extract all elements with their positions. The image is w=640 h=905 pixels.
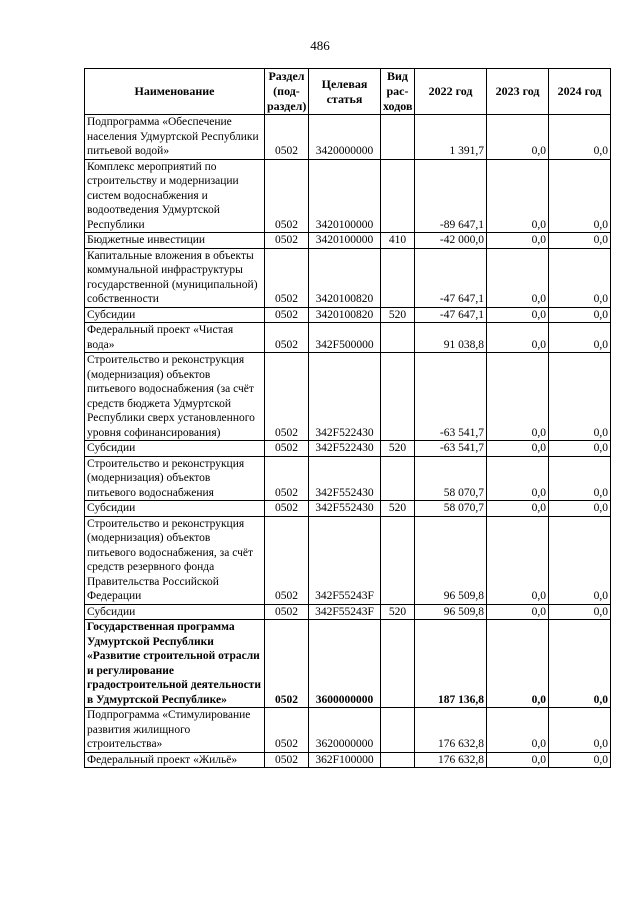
cell-name: Субсидии	[85, 604, 265, 620]
cell-expense	[381, 323, 415, 353]
cell-section: 0502	[265, 441, 309, 457]
table-row	[85, 248, 611, 307]
cell-section: 0502	[265, 752, 309, 768]
cell-2023: 0,0	[487, 501, 549, 517]
header-2024: 2024 год	[549, 69, 611, 115]
cell-expense: 520	[381, 307, 415, 323]
cell-expense	[381, 353, 415, 441]
cell-2022: -42 000,0	[415, 233, 487, 249]
cell-section: 0502	[265, 604, 309, 620]
table-header-row	[85, 69, 611, 115]
cell-2024: 0,0	[549, 708, 611, 753]
cell-expense: 520	[381, 441, 415, 457]
cell-article: 342F55243F	[309, 604, 381, 620]
cell-section: 0502	[265, 159, 309, 233]
table-row	[85, 233, 611, 249]
cell-article: 3420000000	[309, 115, 381, 160]
cell-name: Субсидии	[85, 501, 265, 517]
cell-article: 362F100000	[309, 752, 381, 768]
table-row	[85, 323, 611, 353]
cell-article: 3620000000	[309, 708, 381, 753]
cell-2024: 0,0	[549, 456, 611, 501]
table-row	[85, 516, 611, 604]
cell-name: Бюджетные инвестиции	[85, 233, 265, 249]
cell-section: 0502	[265, 620, 309, 708]
cell-name: Федеральный проект «Чистая вода»	[85, 323, 265, 353]
cell-2022: 187 136,8	[415, 620, 487, 708]
cell-expense	[381, 752, 415, 768]
cell-2024: 0,0	[549, 441, 611, 457]
cell-2023: 0,0	[487, 323, 549, 353]
cell-name: Подпрограмма «Обеспечение населения Удмуртской Республики питьевой водой»	[85, 115, 265, 160]
cell-section: 0502	[265, 248, 309, 307]
table-row	[85, 441, 611, 457]
table-row	[85, 307, 611, 323]
cell-2023: 0,0	[487, 441, 549, 457]
cell-section: 0502	[265, 233, 309, 249]
cell-2022: -47 647,1	[415, 248, 487, 307]
cell-2023: 0,0	[487, 516, 549, 604]
cell-2022: 176 632,8	[415, 708, 487, 753]
cell-section: 0502	[265, 456, 309, 501]
cell-2024: 0,0	[549, 248, 611, 307]
cell-2023: 0,0	[487, 307, 549, 323]
cell-article: 342F522430	[309, 353, 381, 441]
table-row	[85, 456, 611, 501]
cell-2022: -89 647,1	[415, 159, 487, 233]
cell-2024: 0,0	[549, 620, 611, 708]
cell-section: 0502	[265, 516, 309, 604]
cell-2022: 91 038,8	[415, 323, 487, 353]
cell-name: Субсидии	[85, 307, 265, 323]
cell-article: 3420100820	[309, 307, 381, 323]
cell-2024: 0,0	[549, 323, 611, 353]
cell-2022: 176 632,8	[415, 752, 487, 768]
cell-name: Субсидии	[85, 441, 265, 457]
cell-2023: 0,0	[487, 752, 549, 768]
cell-article: 3420100000	[309, 233, 381, 249]
cell-article: 342F552430	[309, 456, 381, 501]
cell-2022: -63 541,7	[415, 441, 487, 457]
cell-2024: 0,0	[549, 307, 611, 323]
cell-2024: 0,0	[549, 516, 611, 604]
cell-name: Комплекс мероприятий по строительству и модернизации систем водоснабжения и водоотведения Удмуртской Республики	[85, 159, 265, 233]
page-number: 486	[310, 38, 330, 53]
cell-name: Государственная программа Удмуртской Республики «Развитие строительной отрасли и регулирование градостроительной деятельности в Удмуртской Республике»	[85, 620, 265, 708]
cell-expense	[381, 248, 415, 307]
cell-expense: 520	[381, 604, 415, 620]
cell-2023: 0,0	[487, 708, 549, 753]
cell-section: 0502	[265, 708, 309, 753]
cell-2022: 58 070,7	[415, 456, 487, 501]
cell-2024: 0,0	[549, 353, 611, 441]
cell-2022: 1 391,7	[415, 115, 487, 160]
cell-expense	[381, 456, 415, 501]
table-row	[85, 708, 611, 753]
cell-2022: 96 509,8	[415, 516, 487, 604]
budget-table	[84, 68, 611, 768]
cell-2024: 0,0	[549, 115, 611, 160]
cell-article: 3420100000	[309, 159, 381, 233]
cell-expense	[381, 159, 415, 233]
table-row	[85, 752, 611, 768]
cell-2023: 0,0	[487, 233, 549, 249]
cell-article: 3420100820	[309, 248, 381, 307]
table-row	[85, 620, 611, 708]
cell-2022: -47 647,1	[415, 307, 487, 323]
cell-2024: 0,0	[549, 604, 611, 620]
header-2022: 2022 год	[415, 69, 487, 115]
cell-2024: 0,0	[549, 233, 611, 249]
cell-expense: 520	[381, 501, 415, 517]
cell-article: 3600000000	[309, 620, 381, 708]
header-article: Целевая статья	[309, 69, 381, 115]
cell-section: 0502	[265, 353, 309, 441]
cell-name: Строительство и реконструкция (модернизация) объектов питьевого водоснабжения (за счёт средств бюджета Удмуртской Республики сверх установленного уровня софинансирования)	[85, 353, 265, 441]
header-expense: Вид рас-ходов	[381, 69, 415, 115]
cell-section: 0502	[265, 323, 309, 353]
cell-2022: 58 070,7	[415, 501, 487, 517]
table-row	[85, 501, 611, 517]
cell-2024: 0,0	[549, 501, 611, 517]
cell-section: 0502	[265, 307, 309, 323]
header-2023: 2023 год	[487, 69, 549, 115]
cell-2022: 96 509,8	[415, 604, 487, 620]
cell-article: 342F522430	[309, 441, 381, 457]
cell-article: 342F500000	[309, 323, 381, 353]
cell-2023: 0,0	[487, 248, 549, 307]
cell-2023: 0,0	[487, 353, 549, 441]
cell-2024: 0,0	[549, 159, 611, 233]
table-row	[85, 604, 611, 620]
cell-section: 0502	[265, 115, 309, 160]
header-section: Раздел (под-раздел)	[265, 69, 309, 115]
cell-2023: 0,0	[487, 115, 549, 160]
cell-article: 342F552430	[309, 501, 381, 517]
cell-name: Подпрограмма «Стимулирование развития жилищного строительства»	[85, 708, 265, 753]
cell-name: Капитальные вложения в объекты коммунальной инфраструктуры государственной (муниципальной) собственности	[85, 248, 265, 307]
cell-expense	[381, 620, 415, 708]
cell-2023: 0,0	[487, 159, 549, 233]
cell-2023: 0,0	[487, 456, 549, 501]
table-row	[85, 115, 611, 160]
cell-expense: 410	[381, 233, 415, 249]
table-row	[85, 159, 611, 233]
table-row	[85, 353, 611, 441]
cell-expense	[381, 708, 415, 753]
cell-name: Строительство и реконструкция (модернизация) объектов питьевого водоснабжения, за счёт средств резервного фонда Правительства Российской Федерации	[85, 516, 265, 604]
cell-2023: 0,0	[487, 604, 549, 620]
header-name: Наименование	[85, 69, 265, 115]
cell-article: 342F55243F	[309, 516, 381, 604]
cell-expense	[381, 115, 415, 160]
cell-2022: -63 541,7	[415, 353, 487, 441]
cell-name: Федеральный проект «Жильё»	[85, 752, 265, 768]
cell-section: 0502	[265, 501, 309, 517]
cell-2023: 0,0	[487, 620, 549, 708]
cell-expense	[381, 516, 415, 604]
cell-name: Строительство и реконструкция (модернизация) объектов питьевого водоснабжения	[85, 456, 265, 501]
cell-2024: 0,0	[549, 752, 611, 768]
